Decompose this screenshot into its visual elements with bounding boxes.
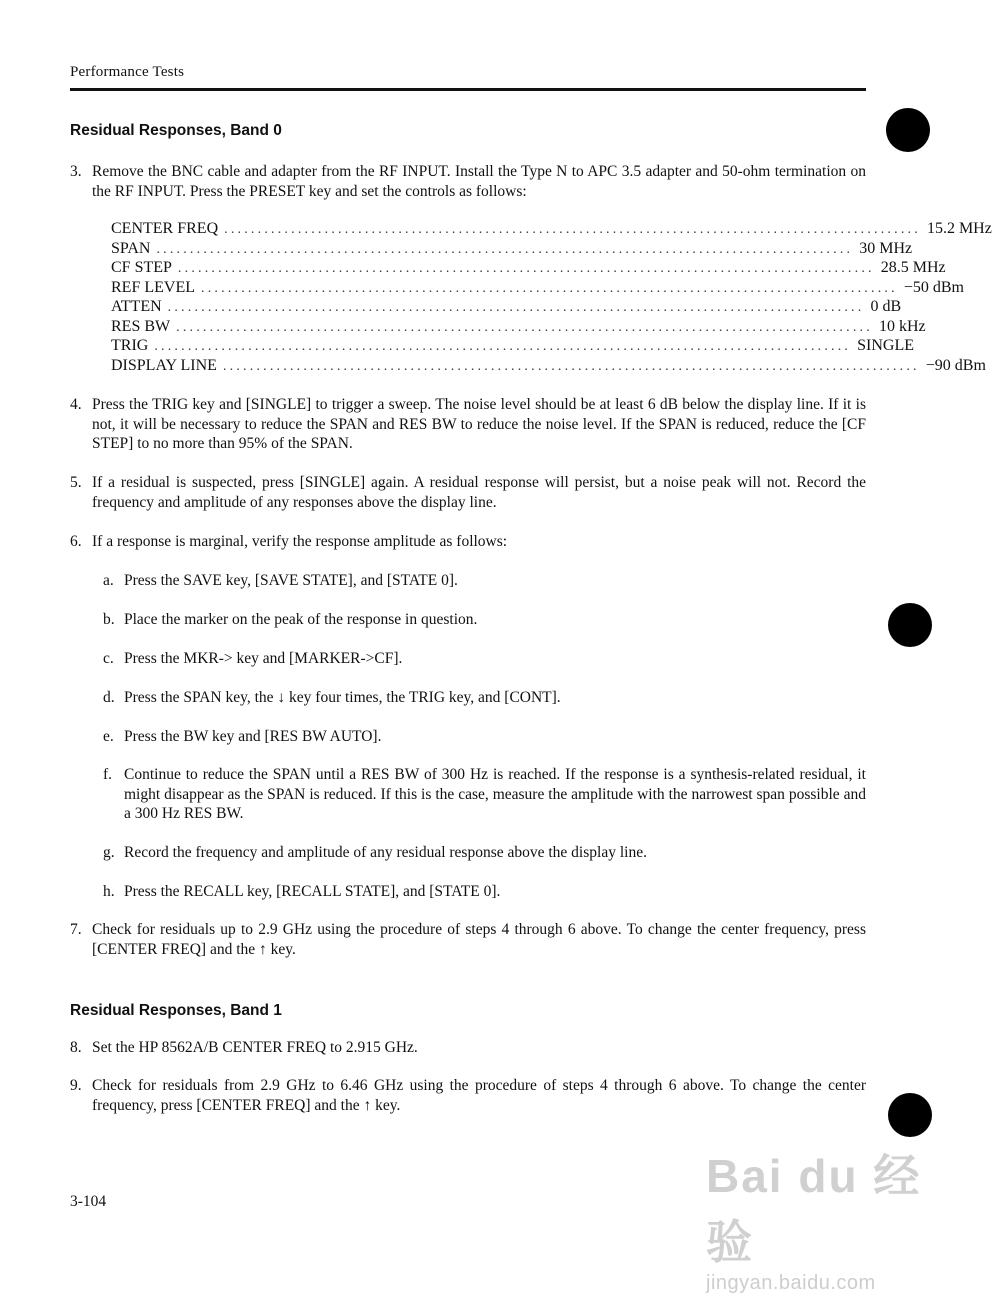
watermark-brand: Bai du 经验	[706, 1150, 922, 1268]
setting-value: 15.2 MHz	[926, 220, 992, 237]
margin-bullet	[888, 603, 932, 647]
setting-value: SINGLE	[857, 337, 915, 354]
setting-row	[111, 337, 915, 357]
substep-letter: f.	[103, 766, 113, 783]
setting-row	[111, 317, 926, 338]
substep-text: Press the RECALL key, [RECALL STATE], and [STATE 0].	[124, 883, 501, 900]
header-rule	[70, 88, 866, 91]
setting-row	[111, 220, 992, 240]
substep-g	[103, 843, 866, 863]
substep-b	[103, 610, 866, 630]
leader-dots: ........................................................................................................	[224, 222, 921, 237]
section-heading-band-0: Residual Responses, Band 0	[70, 122, 282, 139]
settings-table	[111, 220, 992, 376]
substep-letter: h.	[103, 883, 115, 900]
substep-text: Press the BW key and [RES BW AUTO].	[124, 728, 382, 745]
substep-text: Press the SPAN key, the ↓ key four times, the TRIG key, and [CONT].	[124, 689, 561, 706]
step-4	[70, 395, 866, 454]
watermark-url: jingyan.baidu.com	[706, 1272, 876, 1294]
setting-row	[111, 239, 913, 260]
step-text: Remove the BNC cable and adapter from the RF INPUT. Install the Type N to APC 3.5 adapter and 50-ohm termination on the RF INPUT. Press the PRESET key and set the controls as follows:	[92, 163, 866, 200]
substep-text: Press the MKR-> key and [MARKER->CF].	[124, 650, 403, 667]
step-text: If a response is marginal, verify the response amplitude as follows:	[92, 533, 508, 550]
step-7	[70, 920, 866, 959]
setting-label: TRIG	[111, 337, 149, 354]
substep-text: Record the frequency and amplitude of any residual response above the display line.	[124, 844, 647, 861]
substep-h	[103, 882, 866, 902]
substep-text: Press the SAVE key, [SAVE STATE], and [STATE 0].	[124, 572, 458, 589]
substep-letter: a.	[103, 572, 114, 589]
page-header: Performance Tests	[70, 64, 185, 80]
setting-row	[111, 356, 986, 377]
page-number: 3-104	[70, 1193, 107, 1210]
step-3	[70, 162, 866, 201]
leader-dots: ........................................................................................................	[201, 280, 898, 296]
substep-letter: b.	[103, 611, 115, 628]
setting-value: −90 dBm	[925, 356, 986, 374]
substep-a	[103, 571, 866, 591]
setting-row	[111, 278, 964, 299]
setting-label: RES BW	[111, 317, 171, 335]
section-heading-band-1: Residual Responses, Band 1	[70, 1002, 282, 1019]
step-text: Check for residuals up to 2.9 GHz using the procedure of steps 4 through 6 above. To change the center frequency, press [CENTER FREQ] and the ↑ key.	[92, 921, 866, 958]
step-number: 4.	[70, 396, 82, 413]
substep-text: Place the marker on the peak of the response in question.	[124, 611, 478, 628]
step-number: 3.	[70, 163, 82, 180]
setting-row	[111, 298, 902, 318]
step-5	[70, 473, 866, 512]
substep-letter: g.	[103, 844, 115, 861]
substep-letter: d.	[103, 689, 115, 706]
substep-f	[103, 765, 866, 824]
step-number: 5.	[70, 474, 82, 491]
step-number: 9.	[70, 1077, 82, 1094]
step-number: 8.	[70, 1039, 82, 1056]
leader-dots: ........................................................................................................	[176, 319, 873, 335]
leader-dots: ........................................................................................................	[156, 241, 854, 257]
substep-letter: e.	[103, 728, 114, 745]
setting-label: ATTEN	[111, 298, 162, 315]
setting-label: REF LEVEL	[111, 278, 195, 296]
substep-e	[103, 727, 866, 747]
setting-value: 10 kHz	[878, 317, 926, 335]
setting-value: −50 dBm	[903, 278, 964, 296]
margin-bullet	[888, 1093, 932, 1137]
setting-label: CENTER FREQ	[111, 220, 219, 237]
substep-c	[103, 649, 866, 669]
step-6	[70, 532, 866, 552]
margin-bullet	[886, 108, 930, 152]
step-text: Press the TRIG key and [SINGLE] to trigger a sweep. The noise level should be at least 6 dB below the display line. If it is not, it will be necessary to reduce the SPAN and RES BW to reduce the noise level. If the SPAN is reduced, reduce the [CF STEP] to no more than 95% of the SPAN.	[92, 396, 866, 452]
setting-row	[111, 259, 946, 279]
setting-value: 28.5 MHz	[880, 259, 946, 276]
leader-dots: ........................................................................................................	[167, 300, 865, 315]
step-text: If a residual is suspected, press [SINGLE] again. A residual response will persist, but a noise peak will not. Record the frequency and amplitude of any responses above the display line.	[92, 474, 866, 511]
step-text: Set the HP 8562A/B CENTER FREQ to 2.915 GHz.	[92, 1039, 418, 1056]
setting-value: 0 dB	[870, 298, 902, 315]
setting-label: CF STEP	[111, 259, 172, 276]
substep-letter: c.	[103, 650, 114, 667]
step-9	[70, 1076, 866, 1115]
leader-dots: ........................................................................................................	[154, 339, 852, 354]
substep-text: Continue to reduce the SPAN until a RES BW of 300 Hz is reached. If the response is a synthesis-related residual, it might disappear as the SPAN is reduced. If this is the case, measure the amplitude with the narrowest span possible and a 300 Hz RES BW.	[124, 766, 866, 822]
substep-d	[103, 688, 866, 708]
step-8	[70, 1038, 866, 1058]
step-number: 7.	[70, 921, 82, 938]
setting-value: 30 MHz	[859, 239, 913, 257]
leader-dots: ........................................................................................................	[222, 358, 920, 374]
setting-label: DISPLAY LINE	[111, 356, 217, 374]
step-text: Check for residuals from 2.9 GHz to 6.46 GHz using the procedure of steps 4 through 6 above. To change the center frequency, press [CENTER FREQ] and the ↑ key.	[92, 1077, 866, 1114]
leader-dots: ........................................................................................................	[177, 261, 875, 276]
watermark	[706, 1140, 946, 1294]
setting-label: SPAN	[111, 239, 151, 257]
step-number: 6.	[70, 533, 82, 550]
